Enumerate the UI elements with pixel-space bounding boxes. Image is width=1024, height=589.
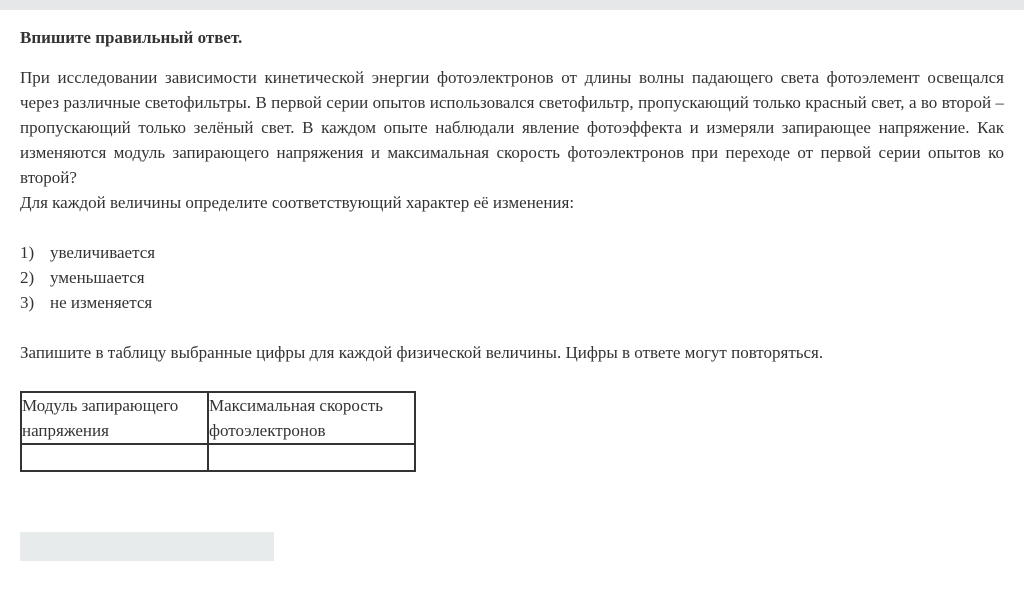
task-prompt: Для каждой величины определите соответствующий характер её изменения: (20, 193, 575, 212)
task-instruction: Запишите в таблицу выбранные цифры для каждой физической величины. Цифры в ответе могут повторяться. (20, 343, 824, 362)
answer-input-voltage[interactable] (22, 445, 207, 470)
header-cell-speed: Максимальная скорость фотоэлектронов (208, 392, 415, 444)
option-number: 2) (20, 268, 35, 287)
answer-input-speed[interactable] (209, 445, 414, 470)
option-number: 1) (20, 243, 35, 262)
option-text: уменьшается (50, 268, 145, 287)
answer-cell-speed (208, 444, 415, 471)
option-text: не изменяется (50, 293, 153, 312)
task-paragraph: При исследовании зависимости кинетической энергии фотоэлектронов от длины волны падающего света фотоэлемент освещался через различные светофильтры. В первой серии опытов использовался светофильтр, пропускающий только красный свет, а во второй – пропускающий только зелёный свет. В каждом опыте наблюдали явление фотоэффекта и измеряли запирающее напряжение. Как изменяются модуль запирающего напряжения и максимальная скорость фотоэлектронов при переходе от первой серии опытов ко второй? (20, 68, 1004, 187)
answer-bar[interactable] (20, 532, 274, 561)
answer-table (20, 391, 416, 472)
answer-table-header-row (21, 392, 415, 444)
answer-table-input-row (21, 444, 415, 471)
option-item (20, 265, 1004, 290)
option-number: 3) (20, 293, 35, 312)
top-strip (0, 0, 1024, 10)
task-content (20, 25, 1004, 472)
header-cell-voltage: Модуль запирающего напряжения (21, 392, 208, 444)
option-text: увеличивается (50, 243, 156, 262)
task-title: Впишите правильный ответ. (20, 28, 243, 47)
options-list (20, 240, 1004, 315)
option-item (20, 240, 1004, 265)
option-item (20, 290, 1004, 315)
answer-cell-voltage (21, 444, 208, 471)
